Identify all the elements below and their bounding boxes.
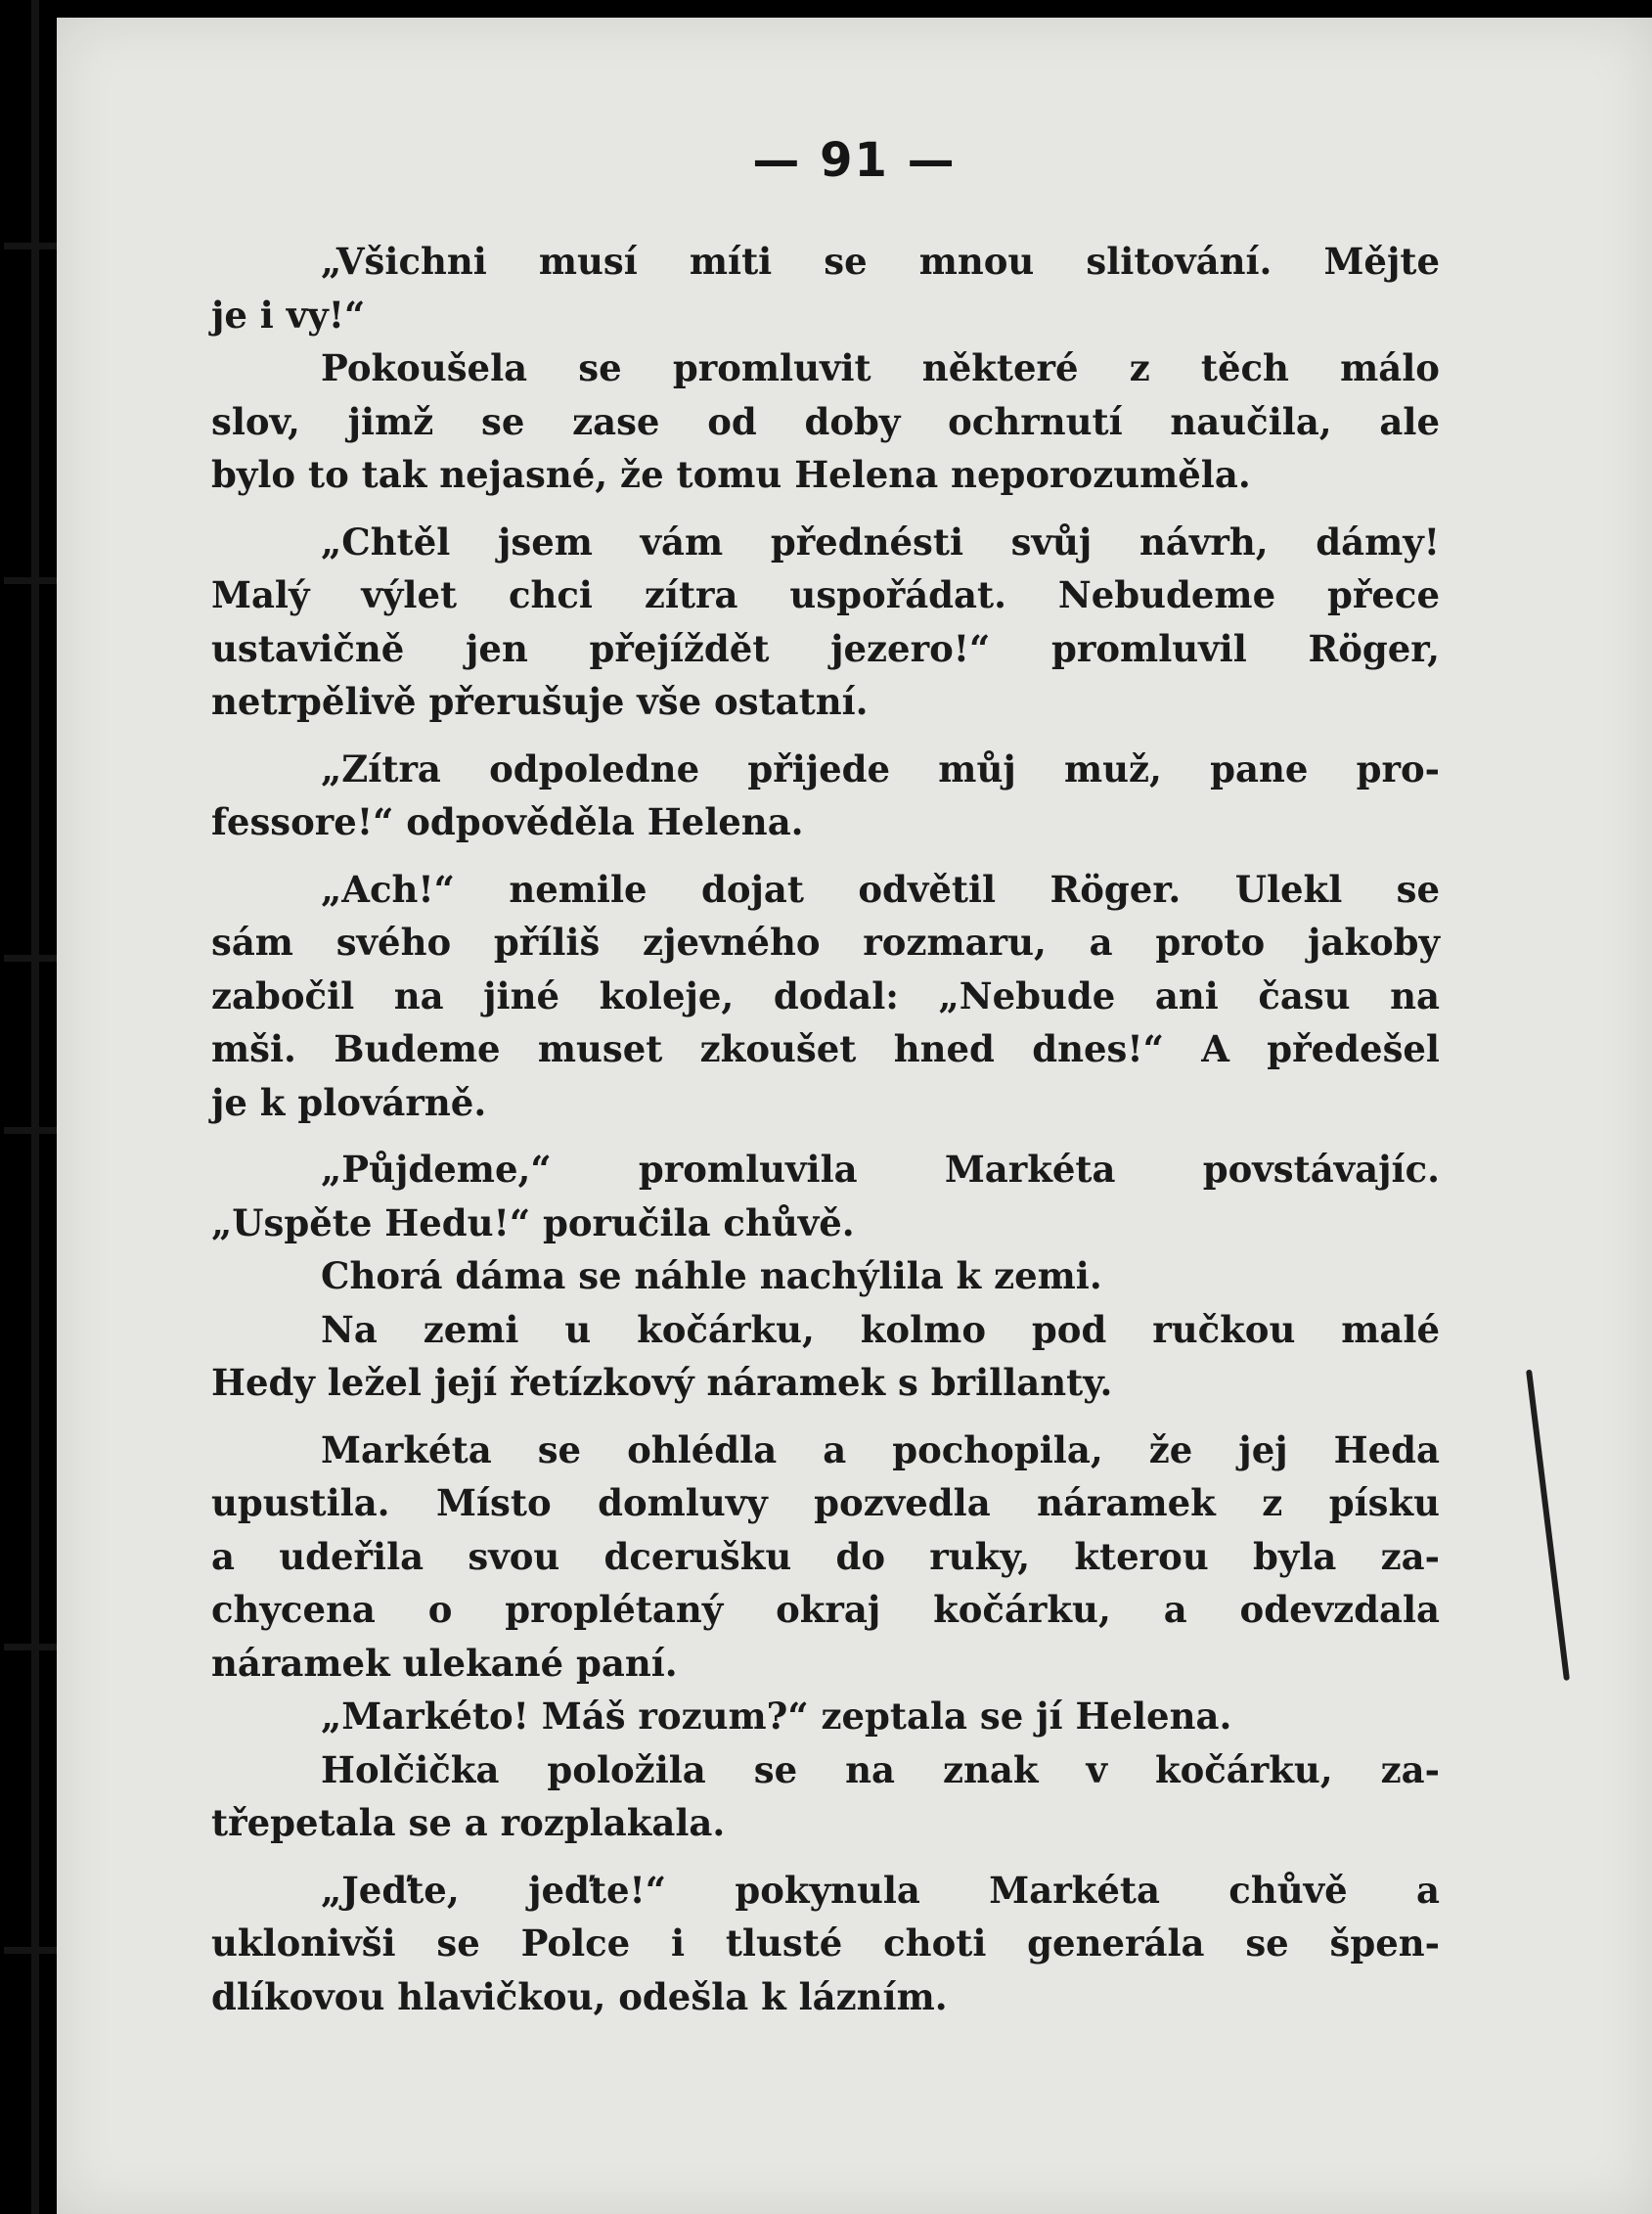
text-line: „Chtěl jsem vám přednésti svůj návrh, dámy! — [321, 520, 1440, 564]
paragraph — [211, 1249, 1440, 1303]
page-sheet — [57, 18, 1652, 2214]
text-line: „Ach!“ nemile dojat odvětil Röger. Ulekl se — [321, 867, 1440, 911]
binding-tick — [4, 243, 59, 249]
paragraph — [211, 235, 1440, 341]
binding-tick — [4, 1644, 59, 1650]
text-line: je k plovárně. — [211, 1080, 487, 1124]
text-line: je i vy!“ — [211, 293, 366, 337]
text-line: netrpělivě přerušuje vše ostatní. — [211, 680, 869, 723]
text-line: uklonivši se Polce i tlusté choti generála se špen- — [211, 1921, 1440, 1965]
text-line: Na zemi u kočárku, kolmo pod ručkou malé — [321, 1307, 1440, 1351]
text-line: „Všichni musí míti se mnou slitování. Mějte — [321, 240, 1440, 283]
paragraph — [211, 743, 1440, 849]
text-line: Pokoušela se promluvit některé z těch málo — [321, 346, 1440, 389]
text-line: Chorá dáma se náhle nachýlila k zemi. — [321, 1254, 1102, 1297]
text-line: bylo to tak nejasné, že tomu Helena neporozuměla. — [211, 453, 1251, 496]
binding-edge — [31, 0, 39, 2214]
paragraph — [211, 863, 1440, 1130]
binding-tick — [4, 955, 59, 962]
paragraph — [211, 1864, 1440, 2024]
body-text — [211, 235, 1440, 2023]
text-line: Malý výlet chci zítra uspořádat. Nebudeme přece — [211, 573, 1440, 616]
text-line: „Uspěte Hedu!“ poručila chůvě. — [211, 1200, 855, 1244]
text-line: chycena o proplétaný okraj kočárku, a odevzdala — [211, 1588, 1440, 1631]
paragraph — [211, 1423, 1440, 1691]
text-line: náramek ulekané paní. — [211, 1641, 678, 1685]
text-line: „Markéto! Máš rozum?“ zeptala se jí Helena. — [321, 1694, 1232, 1738]
margin-pen-mark — [1526, 1370, 1570, 1681]
text-line: sám svého příliš zjevného rozmaru, a proto jakoby — [211, 921, 1440, 964]
paragraph — [211, 341, 1440, 502]
text-line: dlíkovou hlavičkou, odešla k lázním. — [211, 1974, 948, 2018]
text-line: Hedy ležel její řetízkový náramek s brillanty. — [211, 1361, 1113, 1404]
text-line: „Půjdeme,“ promluvila Markéta povstávajíc. — [321, 1148, 1440, 1191]
binding-tick — [4, 1127, 59, 1134]
text-line: třepetala se a rozplakala. — [211, 1801, 726, 1844]
text-line: „Jeďte, jeďte!“ pokynula Markéta chůvě a — [321, 1868, 1440, 1912]
binding-tick — [4, 1947, 59, 1954]
text-line: Markéta se ohlédla a pochopila, že jej Heda — [321, 1427, 1440, 1471]
text-line: fessore!“ odpověděla Helena. — [211, 800, 804, 843]
paragraph — [211, 1690, 1440, 1743]
paragraph — [211, 1743, 1440, 1850]
text-line: upustila. Místo domluvy pozvedla náramek z písku — [211, 1481, 1440, 1524]
text-line: ustavičně jen přejíždět jezero!“ promluvil Röger, — [211, 626, 1440, 670]
text-line: a udeřila svou dcerušku do ruky, kterou byla za- — [211, 1534, 1440, 1578]
paragraph — [211, 1303, 1440, 1410]
binding-tick — [4, 577, 59, 584]
text-line: „Zítra odpoledne přijede můj muž, pane pro- — [321, 746, 1440, 791]
paragraph — [211, 516, 1440, 729]
paragraph — [211, 1143, 1440, 1249]
text-line: Holčička položila se na znak v kočárku, za- — [321, 1747, 1440, 1791]
text-line: mši. Budeme muset zkoušet hned dnes!“ A předešel — [211, 1027, 1440, 1070]
page-number: — 91 — — [752, 133, 957, 188]
text-line: slov, jimž se zase od doby ochrnutí naučila, ale — [211, 399, 1440, 443]
text-line: zabočil na jiné koleje, dodal: „Nebude ani času na — [211, 973, 1440, 1017]
